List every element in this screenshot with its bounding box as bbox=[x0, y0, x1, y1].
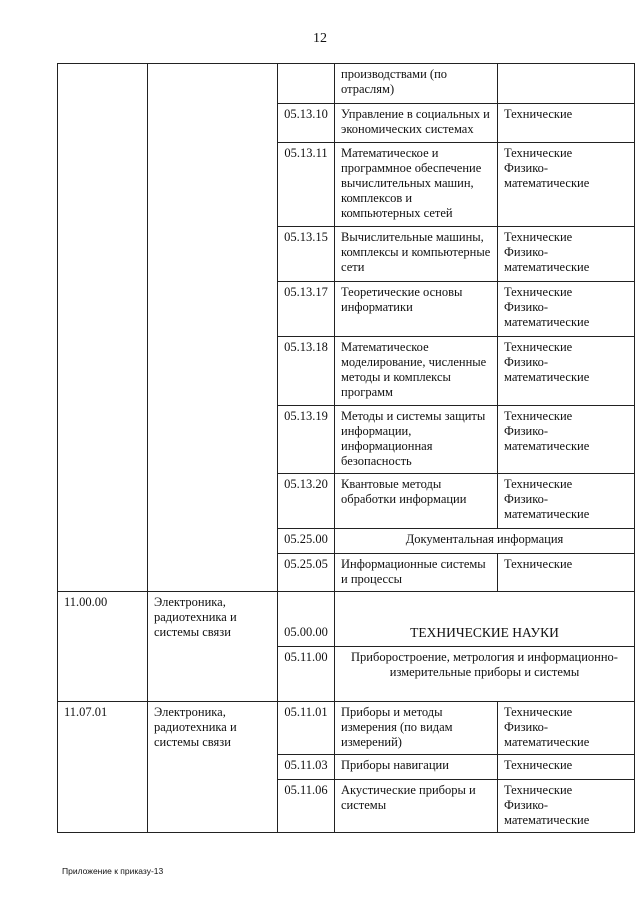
spec-name-cell: Электроника, радиотехника и системы связи bbox=[148, 592, 278, 702]
sci-cell: Технические Физико-математические bbox=[498, 282, 635, 337]
sci-cell: Технические Физико-математические bbox=[498, 474, 635, 529]
sci-cell: Технические Физико-математические bbox=[498, 143, 635, 227]
sci-cell: Технические Физико-математические bbox=[498, 337, 635, 406]
spec-code-cell: 11.00.00 bbox=[58, 592, 148, 702]
spec-name-cell: Электроника, радиотехника и системы связи bbox=[148, 702, 278, 833]
code-cell: 05.11.06 bbox=[278, 780, 335, 833]
code-cell: 05.25.00 bbox=[278, 529, 335, 554]
code-cell bbox=[278, 64, 335, 104]
spec-name-cell bbox=[148, 64, 278, 592]
footer-note: Приложение к приказу-13 bbox=[62, 866, 164, 876]
table-row bbox=[58, 702, 635, 755]
name-cell: Вычислительные машины, комплексы и компьютерные сети bbox=[335, 227, 498, 282]
section-heading: Документальная информация bbox=[335, 529, 635, 554]
code-cell: 05.11.01 bbox=[278, 702, 335, 755]
name-cell: Управление в социальных и экономических системах bbox=[335, 104, 498, 143]
sci-cell: Технические Физико-математические bbox=[498, 406, 635, 474]
sci-cell: Технические Физико-математические bbox=[498, 780, 635, 833]
spec-code-cell: 11.07.01 bbox=[58, 702, 148, 833]
name-cell: Акустические приборы и системы bbox=[335, 780, 498, 833]
sci-cell: Технические bbox=[498, 554, 635, 592]
name-cell: Квантовые методы обработки информации bbox=[335, 474, 498, 529]
specialty-table bbox=[57, 63, 635, 833]
code-cell: 05.25.05 bbox=[278, 554, 335, 592]
sci-cell: Технические bbox=[498, 104, 635, 143]
code-cell: 05.13.11 bbox=[278, 143, 335, 227]
code-cell: 05.13.17 bbox=[278, 282, 335, 337]
sci-cell bbox=[498, 64, 635, 104]
code-cell: 05.13.19 bbox=[278, 406, 335, 474]
name-cell: Информационные системы и процессы bbox=[335, 554, 498, 592]
sci-cell: Технические Физико-математические bbox=[498, 702, 635, 755]
name-cell: Приборы и методы измерения (по видам измерений) bbox=[335, 702, 498, 755]
name-cell: производствами (по отраслям) bbox=[335, 64, 498, 104]
sci-cell: Технические bbox=[498, 755, 635, 780]
table-row bbox=[58, 592, 635, 647]
sci-cell: Технические Физико-математические bbox=[498, 227, 635, 282]
name-cell: Математическое моделирование, численные методы и комплексы программ bbox=[335, 337, 498, 406]
code-cell: 05.13.15 bbox=[278, 227, 335, 282]
code-cell: 05.13.10 bbox=[278, 104, 335, 143]
spec-code-cell bbox=[58, 64, 148, 592]
code-cell: 05.11.03 bbox=[278, 755, 335, 780]
table-row bbox=[58, 64, 635, 104]
code-cell: 05.00.00 bbox=[278, 592, 335, 647]
name-cell: Теоретические основы информатики bbox=[335, 282, 498, 337]
name-cell: Методы и системы защиты информации, информационная безопасность bbox=[335, 406, 498, 474]
name-cell: Математическое и программное обеспечение вычислительных машин, комплексов и компьютерных сетей bbox=[335, 143, 498, 227]
name-cell: Приборы навигации bbox=[335, 755, 498, 780]
section-heading: Приборостроение, метрология и информационно-измерительные приборы и системы bbox=[335, 647, 635, 702]
section-heading: ТЕХНИЧЕСКИЕ НАУКИ bbox=[335, 592, 635, 647]
code-cell: 05.13.20 bbox=[278, 474, 335, 529]
code-cell: 05.13.18 bbox=[278, 337, 335, 406]
code-cell: 05.11.00 bbox=[278, 647, 335, 702]
page-number: 12 bbox=[313, 31, 327, 46]
